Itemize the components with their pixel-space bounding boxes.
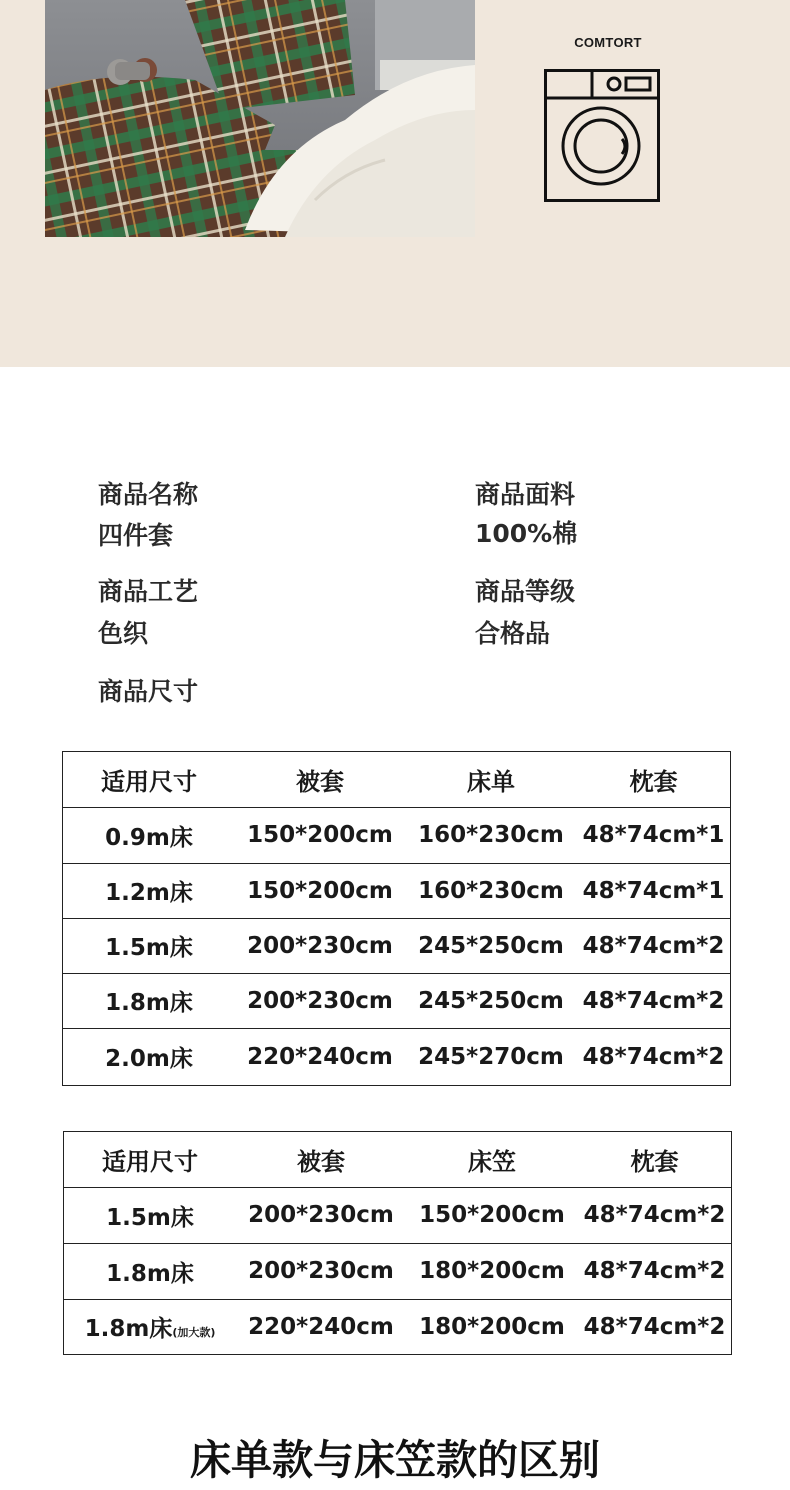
product-name-value: 四件套 <box>98 521 174 550</box>
table-header-row <box>64 1132 731 1187</box>
table-row <box>63 973 730 1028</box>
header-cell: 枕套 <box>630 1147 679 1176</box>
table-row <box>63 918 730 973</box>
table-row <box>63 863 730 918</box>
sheet-size-table <box>63 752 730 1085</box>
table-row <box>64 1243 731 1299</box>
size-text: 1.8m床 <box>84 1316 173 1343</box>
table-cell: 200*230cm <box>236 1187 406 1243</box>
table-cell: 200*230cm <box>235 918 405 973</box>
table-cell: 48*74cm*2 <box>578 1243 731 1299</box>
table-cell: 48*74cm*2 <box>578 1299 731 1354</box>
table-cell: 1.2m床 <box>63 863 235 918</box>
header-cell: 适用尺寸 <box>102 1147 198 1176</box>
table-header-row <box>63 752 730 807</box>
table-cell: 245*250cm <box>405 918 577 973</box>
table-cell: 200*230cm <box>236 1243 406 1299</box>
table-cell: 245*270cm <box>405 1028 577 1085</box>
table-cell: 48*74cm*2 <box>577 1028 730 1085</box>
table-cell <box>64 1299 236 1354</box>
fitted-size-table <box>64 1132 731 1354</box>
table-cell: 180*200cm <box>406 1243 578 1299</box>
header-cell: 床单 <box>467 767 515 796</box>
table-cell: 1.8m床 <box>64 1243 236 1299</box>
table-cell: 48*74cm*2 <box>578 1187 731 1243</box>
craft-label: 商品工艺 <box>98 577 199 606</box>
product-name-label: 商品名称 <box>98 480 199 509</box>
table-cell: 48*74cm*1 <box>577 863 730 918</box>
size-label: 商品尺寸 <box>98 677 199 706</box>
oversize-note: (加大款) <box>172 1326 216 1340</box>
table-cell: 150*200cm <box>235 807 405 863</box>
table-cell: 1.5m床 <box>63 918 235 973</box>
table-row <box>64 1187 731 1243</box>
table-row <box>63 807 730 863</box>
grade-value: 合格品 <box>475 619 551 648</box>
header-cell: 床笠 <box>468 1147 516 1176</box>
table-cell: 150*200cm <box>235 863 405 918</box>
fabric-label: 商品面料 <box>475 480 576 509</box>
table-cell: 48*74cm*2 <box>577 973 730 1028</box>
craft-value: 色织 <box>98 619 149 648</box>
table-cell: 200*230cm <box>235 973 405 1028</box>
section-title: 床单款与床笠款的区别 <box>190 1436 600 1484</box>
product-photo <box>45 0 475 237</box>
table-cell: 1.5m床 <box>64 1187 236 1243</box>
table-cell: 245*250cm <box>405 973 577 1028</box>
table-cell: 48*74cm*1 <box>577 807 730 863</box>
washing-machine-icon <box>544 69 660 202</box>
table-cell: 150*200cm <box>406 1187 578 1243</box>
table-row <box>64 1299 731 1354</box>
header-cell: 被套 <box>296 767 344 796</box>
table-row <box>63 1028 730 1085</box>
table-cell: 220*240cm <box>236 1299 406 1354</box>
table-cell: 2.0m床 <box>63 1028 235 1085</box>
grade-label: 商品等级 <box>475 577 576 606</box>
care-label: COMTORT <box>574 35 642 50</box>
fabric-value: 100%棉 <box>475 519 578 548</box>
table-cell: 180*200cm <box>406 1299 578 1354</box>
table-cell: 160*230cm <box>405 863 577 918</box>
header-cell: 适用尺寸 <box>101 767 197 796</box>
table-cell: 48*74cm*2 <box>577 918 730 973</box>
table-cell: 220*240cm <box>235 1028 405 1085</box>
table-cell: 160*230cm <box>405 807 577 863</box>
table-cell: 1.8m床 <box>63 973 235 1028</box>
header-cell: 被套 <box>297 1147 345 1176</box>
table-cell: 0.9m床 <box>63 807 235 863</box>
header-cell: 枕套 <box>629 767 678 796</box>
